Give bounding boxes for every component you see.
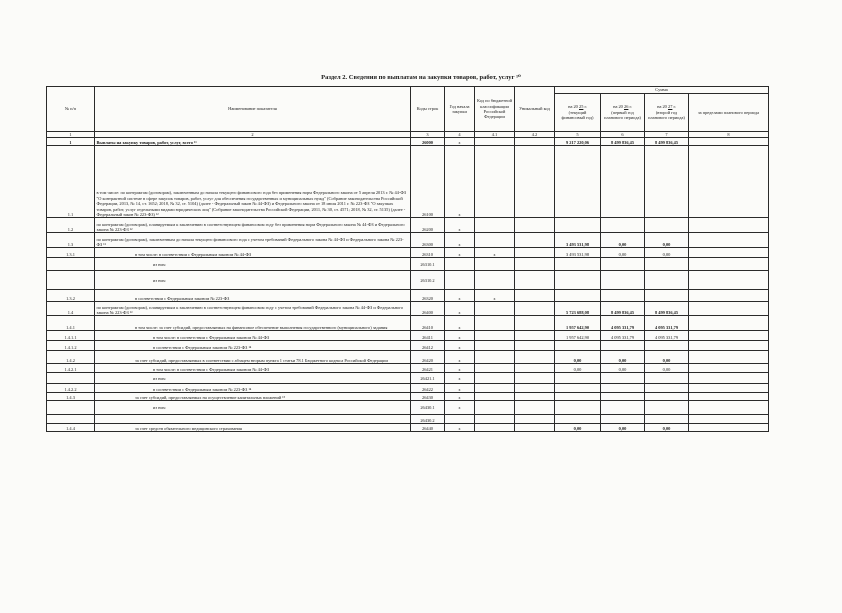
row-value-year-2	[601, 258, 645, 271]
row-budget-code: х	[475, 248, 515, 258]
row-value-year-2	[601, 393, 645, 401]
row-year-start: х	[445, 384, 475, 393]
row-code: 26320	[411, 290, 445, 302]
row-budget-code	[475, 138, 515, 146]
row-name: из них:	[95, 373, 411, 384]
row-number: 1.4	[47, 302, 95, 316]
row-value-year-3: 0,00	[645, 351, 689, 364]
row-value-year-2	[601, 290, 645, 302]
row-code: 26421.1	[411, 373, 445, 384]
row-code: 26410	[411, 316, 445, 331]
row-unique-code	[515, 364, 555, 373]
row-unique-code	[515, 351, 555, 364]
row-name: по контрактам (договорам), планируемым к заключению в соответствующем финансовом году без применения норм Федерального закона № 44-ФЗ и Федерального закона № 223-ФЗ ¹²	[95, 218, 411, 233]
row-code: 26300	[411, 233, 445, 248]
row-value-year-2: 0,00	[601, 248, 645, 258]
row-value-beyond	[689, 373, 769, 384]
row-code: 26411	[411, 331, 445, 341]
row-budget-code	[475, 258, 515, 271]
row-code: 26400	[411, 302, 445, 316]
row-value-year-1	[555, 146, 601, 218]
row-number	[47, 258, 95, 271]
table-row	[47, 258, 769, 271]
row-value-year-2: 8 499 836,45	[601, 302, 645, 316]
row-unique-code	[515, 393, 555, 401]
row-value-beyond	[689, 218, 769, 233]
row-value-year-1: 5 723 688,08	[555, 302, 601, 316]
row-budget-code	[475, 415, 515, 424]
row-value-year-3	[645, 373, 689, 384]
row-value-year-2: 0,00	[601, 233, 645, 248]
row-unique-code	[515, 146, 555, 218]
row-value-year-3: 0,00	[645, 424, 689, 432]
row-year-start: х	[445, 364, 475, 373]
row-budget-code	[475, 351, 515, 364]
row-value-year-1: 1 957 642,90	[555, 316, 601, 331]
row-value-year-1: 0,00	[555, 424, 601, 432]
table-row	[47, 384, 769, 393]
row-code: 26430	[411, 393, 445, 401]
header-year-1: на 20 25 г. (текущий финансовый год)	[555, 94, 601, 132]
header-budget-code: Код по бюджетной классификации Российской Федерации	[475, 87, 515, 132]
row-year-start: х	[445, 341, 475, 351]
row-number: 1.4.1.1	[47, 331, 95, 341]
row-year-start: х	[445, 331, 475, 341]
row-unique-code	[515, 218, 555, 233]
column-number: 5	[555, 132, 601, 138]
row-name: Выплаты на закупку товаров, работ, услуг, всего ¹¹	[95, 138, 411, 146]
row-name: в том числе: в соответствии с Федеральным законом № 44-ФЗ	[95, 248, 411, 258]
row-year-start: х	[445, 218, 475, 233]
header-sum: Сумма	[555, 87, 769, 94]
row-value-year-2: 0,00	[601, 351, 645, 364]
row-code: 26430.2	[411, 415, 445, 424]
row-year-start: х	[445, 401, 475, 415]
row-value-year-3: 8 499 836,45	[645, 138, 689, 146]
column-number: 2	[95, 132, 411, 138]
section-title: Раздел 2. Сведения по выплатам на закупки товаров, работ, услуг ¹⁰	[321, 74, 521, 81]
row-value-year-1: 3 493 531,98	[555, 233, 601, 248]
row-value-beyond	[689, 258, 769, 271]
row-budget-code	[475, 373, 515, 384]
row-budget-code	[475, 218, 515, 233]
row-value-beyond	[689, 331, 769, 341]
row-number: 1.4.1	[47, 316, 95, 331]
header-year-start: Год начала закупки	[445, 87, 475, 132]
row-code: 26412	[411, 341, 445, 351]
row-number: 1.3.2	[47, 290, 95, 302]
row-code: 26310.2	[411, 271, 445, 290]
row-value-year-3: 8 499 836,45	[645, 302, 689, 316]
row-value-year-1	[555, 401, 601, 415]
row-number: 1.4.2	[47, 351, 95, 364]
header-year-3: на 20 27 г. (второй год планового периода)	[645, 94, 689, 132]
row-number: 1	[47, 138, 95, 146]
column-number: 8	[689, 132, 769, 138]
row-year-start: х	[445, 393, 475, 401]
row-name: в том числе: в соответствии с Федеральным законом № 44-ФЗ	[95, 331, 411, 341]
table-row	[47, 218, 769, 233]
header-code: Коды строк	[411, 87, 445, 132]
row-value-year-2: 8 499 836,45	[601, 138, 645, 146]
row-unique-code	[515, 415, 555, 424]
row-budget-code	[475, 233, 515, 248]
table-row	[47, 316, 769, 331]
row-value-year-3	[645, 341, 689, 351]
column-number: 7	[645, 132, 689, 138]
row-name: из них:	[95, 271, 411, 290]
row-value-beyond	[689, 316, 769, 331]
row-value-year-1: 1 957 642,90	[555, 331, 601, 341]
row-year-start: х	[445, 290, 475, 302]
row-number: 1.4.2.1	[47, 364, 95, 373]
row-value-year-1	[555, 393, 601, 401]
row-code: 26100	[411, 146, 445, 218]
row-year-start: х	[445, 146, 475, 218]
row-budget-code	[475, 271, 515, 290]
row-value-beyond	[689, 271, 769, 290]
row-value-year-3	[645, 415, 689, 424]
row-name: в соответствии с Федеральным законом № 223-ФЗ	[95, 290, 411, 302]
table-row	[47, 233, 769, 248]
row-name	[95, 415, 411, 424]
table-row	[47, 424, 769, 432]
header-year-2: на 20 26 г. (первый год планового периода)	[601, 94, 645, 132]
row-value-year-3	[645, 384, 689, 393]
row-value-year-2	[601, 341, 645, 351]
row-value-year-2	[601, 384, 645, 393]
row-value-year-2	[601, 401, 645, 415]
row-value-year-2: 4 095 331,79	[601, 316, 645, 331]
row-name: в том числе: по контрактам (договорам), заключенным до начала текущего финансового года без применения норм Федерального закона от 5 апреля 2013 г. № 44-ФЗ "О контрактной системе в сфере закупок товаров, работ, услуг для обеспечения государственных и муниципальных нужд" (Собрание законодательства Российской Федерации, 2013, № 14, ст. 1652; 2018, № 32, ст. 5104) (далее - Федеральный закон № 44-ФЗ) и Федерального закона от 18 июля 2011 г. № 223-ФЗ "О закупках товаров, работ, услуг отдельными видами юридических лиц" (Собрание законодательства Российской Федерации, 2011, № 30, ст. 4571; 2018, № 32, ст. 5135) (далее - Федеральный закон № 223-ФЗ) ¹²	[95, 146, 411, 218]
row-name: в соответствии с Федеральным законом № 223-ФЗ ¹⁴	[95, 384, 411, 393]
row-code: 26421	[411, 364, 445, 373]
column-number: 1	[47, 132, 95, 138]
row-value-year-3: 4 095 331,79	[645, 316, 689, 331]
row-number	[47, 373, 95, 384]
column-number: 4	[445, 132, 475, 138]
table-row	[47, 248, 769, 258]
row-value-beyond	[689, 341, 769, 351]
row-value-beyond	[689, 233, 769, 248]
row-value-year-2	[601, 218, 645, 233]
row-name: в том числе: в соответствии с Федеральным законом № 44-ФЗ	[95, 364, 411, 373]
row-value-year-1: 9 217 220,06	[555, 138, 601, 146]
table-row	[47, 271, 769, 290]
row-code: 26310	[411, 248, 445, 258]
row-year-start	[445, 415, 475, 424]
row-year-start: х	[445, 138, 475, 146]
table-row	[47, 290, 769, 302]
row-value-year-1	[555, 415, 601, 424]
row-code: 26000	[411, 138, 445, 146]
row-number: 1.4.2.2	[47, 384, 95, 393]
row-value-year-1	[555, 341, 601, 351]
row-budget-code: х	[475, 290, 515, 302]
table-row	[47, 393, 769, 401]
row-value-year-3: 0,00	[645, 364, 689, 373]
row-unique-code	[515, 302, 555, 316]
row-budget-code	[475, 341, 515, 351]
row-year-start	[445, 271, 475, 290]
row-name: из них:	[95, 258, 411, 271]
row-value-year-3	[645, 271, 689, 290]
row-value-year-3: 0,00	[645, 233, 689, 248]
row-name: по контрактам (договорам), заключенным до начала текущего финансового года с учетом требований Федерального закона № 44-ФЗ и Федерального закона № 223-ФЗ ¹³	[95, 233, 411, 248]
row-value-beyond	[689, 415, 769, 424]
row-value-beyond	[689, 351, 769, 364]
row-value-beyond	[689, 424, 769, 432]
row-value-beyond	[689, 384, 769, 393]
header-name: Наименование показателя	[95, 87, 411, 132]
row-number: 1.4.3	[47, 393, 95, 401]
row-value-year-2	[601, 271, 645, 290]
row-name: по контрактам (договорам), планируемым к заключению в соответствующем финансовом году с учетом требований Федерального закона № 44-ФЗ и Федерального закона № 223-ФЗ ¹³	[95, 302, 411, 316]
row-number: 1.1	[47, 146, 95, 218]
row-code: 26310.1	[411, 258, 445, 271]
row-value-year-3	[645, 401, 689, 415]
row-code: 26440	[411, 424, 445, 432]
row-budget-code	[475, 331, 515, 341]
row-value-year-1	[555, 218, 601, 233]
row-year-start: х	[445, 373, 475, 384]
row-unique-code	[515, 424, 555, 432]
row-value-year-3	[645, 290, 689, 302]
table-row	[47, 138, 769, 146]
row-value-year-1	[555, 290, 601, 302]
row-value-beyond	[689, 138, 769, 146]
table-row	[47, 331, 769, 341]
row-name: за счет субсидий, предоставляемых на осуществление капитальных вложений ¹⁵	[95, 393, 411, 401]
row-unique-code	[515, 233, 555, 248]
row-name: в том числе: за счет субсидий, предоставляемых на финансовое обеспечение выполнения государственного (муниципального) задания	[95, 316, 411, 331]
row-value-year-1	[555, 258, 601, 271]
row-year-start: х	[445, 424, 475, 432]
row-code: 26420	[411, 351, 445, 364]
row-number: 1.4.4	[47, 424, 95, 432]
row-value-year-3: 4 095 331,79	[645, 331, 689, 341]
table-row	[47, 341, 769, 351]
row-value-year-3	[645, 218, 689, 233]
row-budget-code	[475, 393, 515, 401]
row-code: 26422	[411, 384, 445, 393]
row-value-year-1: 0,00	[555, 351, 601, 364]
table-row	[47, 401, 769, 415]
row-value-year-2: 4 095 331,79	[601, 331, 645, 341]
header-beyond: за пределами планового периода	[689, 94, 769, 132]
row-number	[47, 401, 95, 415]
table-row	[47, 373, 769, 384]
row-year-start: х	[445, 302, 475, 316]
row-unique-code	[515, 290, 555, 302]
column-number: 4.2	[515, 132, 555, 138]
row-budget-code	[475, 424, 515, 432]
row-year-start: х	[445, 316, 475, 331]
row-name: за счет средств обязательного медицинского страхования	[95, 424, 411, 432]
row-value-year-2: 0,00	[601, 424, 645, 432]
row-number: 1.3.1	[47, 248, 95, 258]
table-row	[47, 364, 769, 373]
table-row	[47, 415, 769, 424]
row-year-start: х	[445, 351, 475, 364]
row-unique-code	[515, 138, 555, 146]
row-value-beyond	[689, 302, 769, 316]
row-budget-code	[475, 316, 515, 331]
row-value-year-1: 0,00	[555, 364, 601, 373]
row-name: из них:	[95, 401, 411, 415]
row-value-year-3	[645, 393, 689, 401]
row-number	[47, 271, 95, 290]
row-budget-code	[475, 302, 515, 316]
row-value-year-1	[555, 373, 601, 384]
table-row	[47, 351, 769, 364]
row-value-beyond	[689, 290, 769, 302]
row-unique-code	[515, 258, 555, 271]
row-budget-code	[475, 146, 515, 218]
payments-table	[46, 86, 769, 432]
table-row	[47, 146, 769, 218]
row-budget-code	[475, 384, 515, 393]
row-name: в соответствии с Федеральным законом № 223-ФЗ ¹⁴	[95, 341, 411, 351]
row-unique-code	[515, 384, 555, 393]
row-number: 1.4.1.2	[47, 341, 95, 351]
header-no: № п/п	[47, 87, 95, 132]
row-value-year-1: 3 493 531,98	[555, 248, 601, 258]
row-value-year-1	[555, 384, 601, 393]
row-value-year-1	[555, 271, 601, 290]
row-value-year-3	[645, 258, 689, 271]
row-unique-code	[515, 316, 555, 331]
row-unique-code	[515, 248, 555, 258]
row-value-year-2	[601, 415, 645, 424]
row-budget-code	[475, 364, 515, 373]
row-value-beyond	[689, 248, 769, 258]
row-unique-code	[515, 401, 555, 415]
row-value-year-2	[601, 146, 645, 218]
row-year-start: х	[445, 248, 475, 258]
row-value-beyond	[689, 364, 769, 373]
row-value-year-3	[645, 146, 689, 218]
column-number: 4.1	[475, 132, 515, 138]
row-code: 26430.1	[411, 401, 445, 415]
row-value-year-3: 0,00	[645, 248, 689, 258]
row-value-beyond	[689, 146, 769, 218]
row-unique-code	[515, 271, 555, 290]
row-value-year-2: 0,00	[601, 364, 645, 373]
table-row	[47, 302, 769, 316]
header-unique-code: Уникальный код	[515, 87, 555, 132]
row-number	[47, 415, 95, 424]
row-unique-code	[515, 331, 555, 341]
row-number: 1.2	[47, 218, 95, 233]
row-value-beyond	[689, 393, 769, 401]
row-value-year-2	[601, 373, 645, 384]
row-code: 26200	[411, 218, 445, 233]
row-unique-code	[515, 373, 555, 384]
row-year-start	[445, 258, 475, 271]
row-number: 1.3	[47, 233, 95, 248]
row-unique-code	[515, 341, 555, 351]
row-year-start: х	[445, 233, 475, 248]
row-value-beyond	[689, 401, 769, 415]
row-budget-code	[475, 401, 515, 415]
row-name: за счет субсидий, предоставляемых в соответствии с абзацем вторым пункта 1 статьи 78.1 Бюджетного кодекса Российской Федерации	[95, 351, 411, 364]
column-number: 3	[411, 132, 445, 138]
column-number: 6	[601, 132, 645, 138]
